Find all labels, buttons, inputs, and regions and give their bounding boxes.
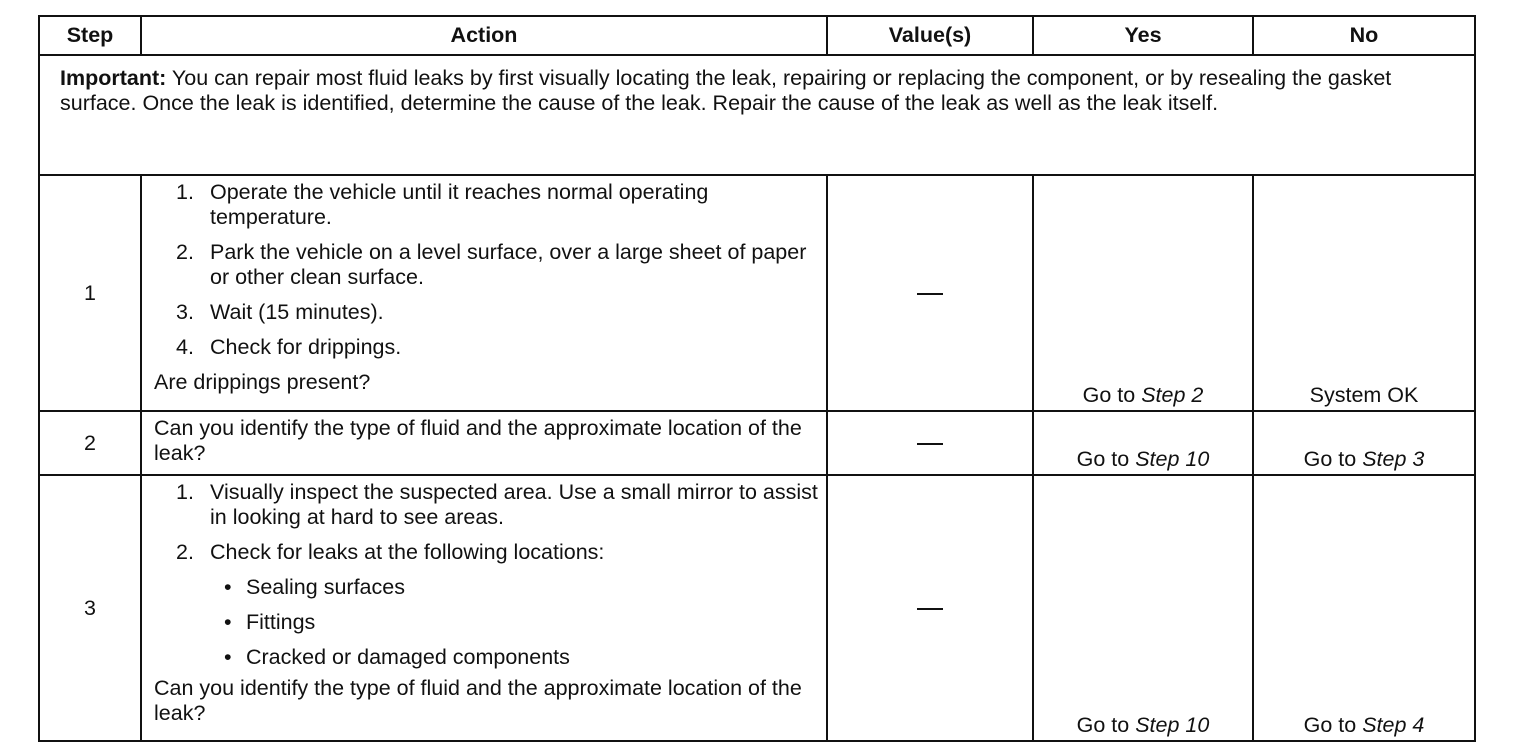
no-text: System OK	[1309, 383, 1419, 407]
location-bullet-list	[210, 575, 820, 670]
header-no: No	[1253, 16, 1475, 55]
value-cell	[827, 411, 1033, 475]
value-dash	[917, 443, 943, 445]
step-number: 2	[39, 411, 141, 475]
substep	[154, 180, 820, 230]
value-cell	[827, 175, 1033, 411]
step-number: 3	[39, 475, 141, 741]
important-label: Important:	[60, 66, 167, 90]
substep-list	[154, 480, 820, 670]
no-cell	[1253, 411, 1475, 475]
action-cell	[141, 475, 827, 741]
yes-step-link[interactable]: Step 10	[1135, 713, 1210, 737]
substep-number: 4.	[176, 335, 194, 359]
action-cell	[141, 411, 827, 475]
no-step-link[interactable]: Step 4	[1362, 713, 1425, 737]
header-yes: Yes	[1033, 16, 1253, 55]
list-item	[210, 645, 820, 670]
substep-text: Wait (15 minutes).	[210, 300, 384, 324]
bullet-icon: •	[224, 645, 232, 669]
substep-text: Check for leaks at the following locations:	[210, 540, 605, 564]
header-action: Action	[141, 16, 827, 55]
important-text: You can repair most fluid leaks by first visually locating the leak, repairing or replacing the component, or by resealing the gasket surface. Once the leak is identified, determine the cause of the leak. Repair the cause of the leak as well as the leak itself.	[60, 66, 1392, 115]
action-cell	[141, 175, 827, 411]
question-text: Are drippings present?	[154, 370, 371, 394]
yes-prefix: Go to	[1076, 447, 1136, 471]
question-text: Can you identify the type of fluid and the approximate location of the leak?	[154, 416, 802, 465]
no-cell	[1253, 475, 1475, 741]
substep-number: 2.	[176, 540, 194, 564]
substep-number: 3.	[176, 300, 194, 324]
yes-prefix: Go to	[1076, 713, 1136, 737]
substep	[154, 300, 820, 325]
bullet-icon: •	[224, 610, 232, 634]
important-row	[39, 55, 1475, 175]
yes-step-link[interactable]: Step 2	[1141, 383, 1204, 407]
list-item	[210, 575, 820, 600]
bullet-text: Sealing surfaces	[246, 575, 405, 599]
substep	[154, 480, 820, 530]
header-step: Step	[39, 16, 141, 55]
table-row-step-1	[39, 175, 1475, 411]
header-row	[39, 16, 1475, 55]
substep-text: Visually inspect the suspected area. Use a small mirror to assist in looking at hard to see areas.	[210, 480, 818, 529]
substep	[154, 240, 820, 290]
table-row-step-3	[39, 475, 1475, 741]
diagnostic-table	[38, 15, 1476, 742]
no-step-link[interactable]: Step 3	[1362, 447, 1425, 471]
value-dash	[917, 293, 943, 295]
substep-number: 1.	[176, 180, 194, 204]
substep-text: Check for drippings.	[210, 335, 402, 359]
yes-prefix: Go to	[1082, 383, 1142, 407]
substep-number: 2.	[176, 240, 194, 264]
substep-text: Operate the vehicle until it reaches normal operating temperature.	[210, 180, 709, 229]
list-item	[210, 610, 820, 635]
header-values: Value(s)	[827, 16, 1033, 55]
diagnostic-table-container	[38, 15, 1476, 742]
no-prefix: Go to	[1303, 447, 1363, 471]
substep	[154, 540, 820, 670]
yes-cell	[1033, 475, 1253, 741]
value-cell	[827, 475, 1033, 741]
bullet-icon: •	[224, 575, 232, 599]
step-number: 1	[39, 175, 141, 411]
no-prefix: Go to	[1303, 713, 1363, 737]
substep-number: 1.	[176, 480, 194, 504]
yes-cell	[1033, 411, 1253, 475]
important-note	[39, 55, 1475, 175]
no-cell	[1253, 175, 1475, 411]
substep-list	[154, 180, 820, 360]
question-text: Can you identify the type of fluid and the approximate location of the leak?	[154, 676, 802, 725]
yes-cell	[1033, 175, 1253, 411]
bullet-text: Fittings	[246, 610, 316, 634]
substep-text: Park the vehicle on a level surface, over a large sheet of paper or other clean surface.	[210, 240, 807, 289]
table-row-step-2	[39, 411, 1475, 475]
yes-step-link[interactable]: Step 10	[1135, 447, 1210, 471]
substep	[154, 335, 820, 360]
bullet-text: Cracked or damaged components	[246, 645, 570, 669]
value-dash	[917, 608, 943, 610]
